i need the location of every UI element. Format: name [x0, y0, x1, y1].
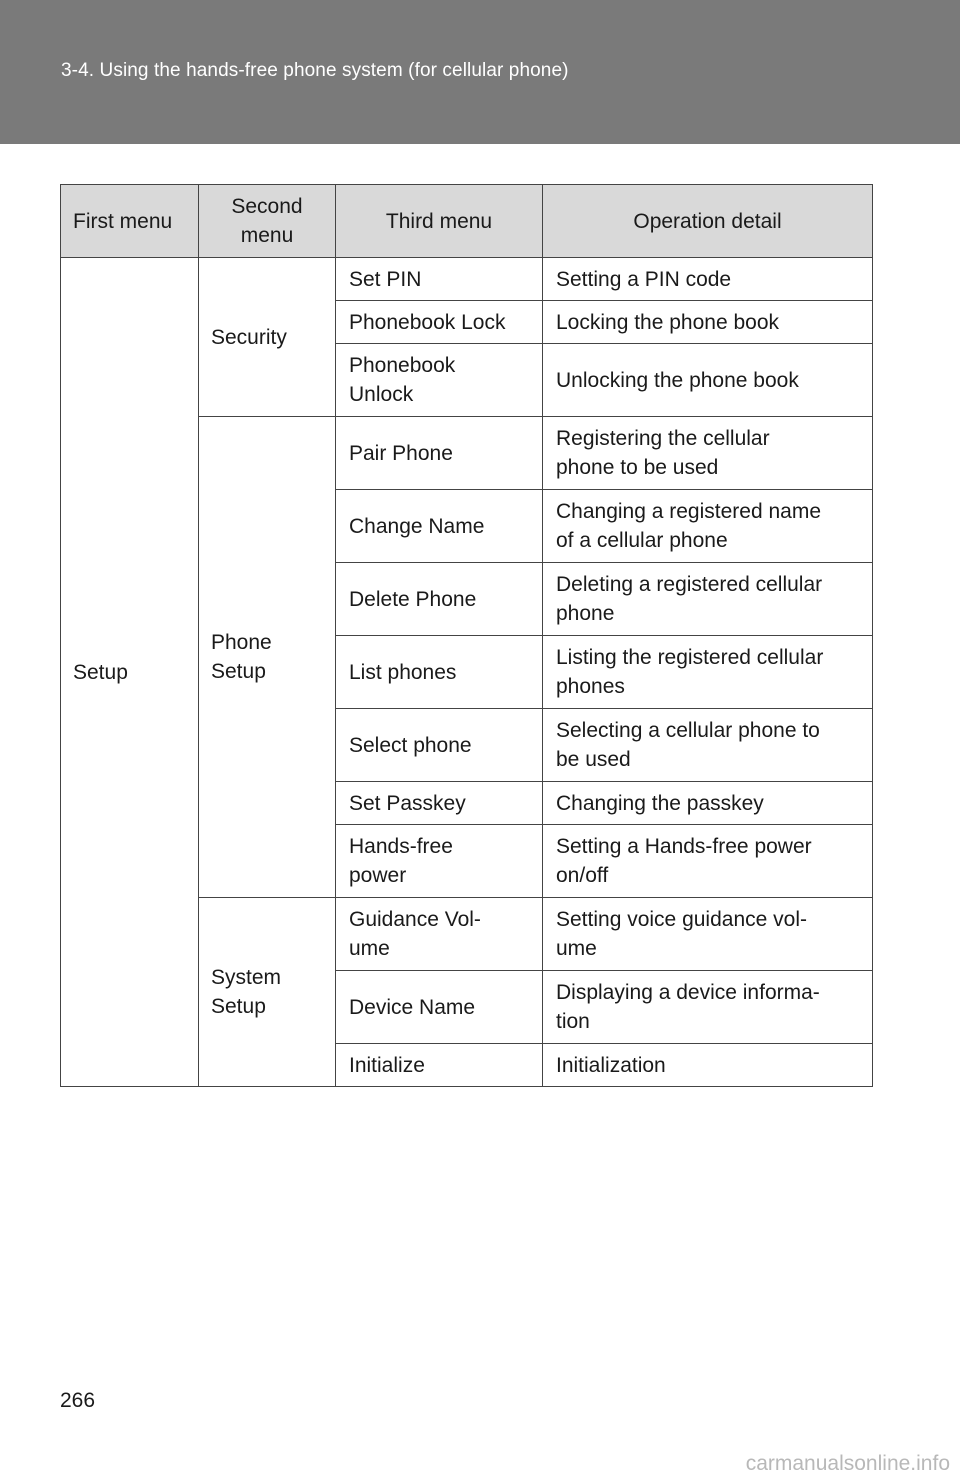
- second-menu-phone-setup: [199, 417, 336, 898]
- third-menu-cell: Set PIN: [336, 258, 543, 301]
- header-third-menu: Third menu: [336, 185, 543, 258]
- third-menu-cell: [336, 825, 543, 898]
- watermark: carmanualsonline.info: [745, 1452, 950, 1475]
- detail-line: of a cellular phone: [556, 529, 728, 552]
- third-menu-cell: Initialize: [336, 1044, 543, 1087]
- detail-line: Setting a Hands-free power: [556, 835, 812, 858]
- second-menu-security: Security: [199, 258, 336, 417]
- third-menu-cell: Phonebook Lock: [336, 301, 543, 344]
- third-menu-line: Guidance Vol-: [349, 908, 481, 931]
- header-band: [0, 0, 960, 144]
- header-first-menu: First menu: [61, 185, 199, 258]
- third-menu-line: ume: [349, 937, 390, 960]
- third-menu-cell: Change Name: [336, 490, 543, 563]
- detail-line: phones: [556, 675, 625, 698]
- third-menu-line: Unlock: [349, 383, 414, 406]
- section-title: 3-4. Using the hands-free phone system (for cellular phone): [61, 60, 569, 81]
- header-second-line2: menu: [240, 224, 294, 247]
- detail-line: phone to be used: [556, 456, 719, 479]
- detail-line: Displaying a device informa-: [556, 981, 820, 1004]
- detail-line: phone: [556, 602, 615, 625]
- page-number: 266: [60, 1389, 96, 1412]
- detail-cell: [543, 490, 873, 563]
- header-second-line1: Second: [231, 195, 303, 218]
- detail-line: on/off: [556, 864, 609, 887]
- detail-cell: Changing the passkey: [543, 782, 873, 825]
- detail-line: be used: [556, 748, 631, 771]
- menu-table: [60, 184, 873, 1087]
- first-menu-setup: Setup: [61, 258, 199, 1087]
- detail-cell: [543, 709, 873, 782]
- third-menu-line: Phonebook: [349, 354, 456, 377]
- detail-line: Selecting a cellular phone to: [556, 719, 820, 742]
- detail-line: Deleting a registered cellular: [556, 573, 823, 596]
- third-menu-cell: List phones: [336, 636, 543, 709]
- third-menu-cell: Device Name: [336, 971, 543, 1044]
- third-menu-cell: Set Passkey: [336, 782, 543, 825]
- third-menu-line: power: [349, 864, 407, 887]
- detail-cell: [543, 636, 873, 709]
- third-menu-cell: Select phone: [336, 709, 543, 782]
- second-menu-line: Phone: [211, 631, 272, 654]
- detail-cell: [543, 971, 873, 1044]
- detail-line: ume: [556, 937, 597, 960]
- detail-cell: Unlocking the phone book: [543, 344, 873, 417]
- detail-cell: [543, 898, 873, 971]
- detail-cell: [543, 825, 873, 898]
- third-menu-cell: Pair Phone: [336, 417, 543, 490]
- detail-line: tion: [556, 1010, 590, 1033]
- header-row: [61, 185, 873, 258]
- second-menu-line: System: [211, 966, 282, 989]
- detail-cell: Initialization: [543, 1044, 873, 1087]
- detail-line: Listing the registered cellular: [556, 646, 824, 669]
- detail-line: Setting voice guidance vol-: [556, 908, 807, 931]
- second-menu-system-setup: [199, 898, 336, 1087]
- third-menu-cell: Delete Phone: [336, 563, 543, 636]
- detail-line: Changing a registered name: [556, 500, 822, 523]
- detail-cell: Setting a PIN code: [543, 258, 873, 301]
- second-menu-line: Setup: [211, 660, 266, 683]
- detail-cell: [543, 417, 873, 490]
- header-second-menu: [199, 185, 336, 258]
- detail-cell: [543, 563, 873, 636]
- third-menu-cell: [336, 344, 543, 417]
- third-menu-cell: [336, 898, 543, 971]
- third-menu-line: Hands-free: [349, 835, 453, 858]
- second-menu-line: Setup: [211, 995, 266, 1018]
- table-row: [61, 258, 873, 301]
- detail-cell: Locking the phone book: [543, 301, 873, 344]
- header-operation-detail: Operation detail: [543, 185, 873, 258]
- detail-line: Registering the cellular: [556, 427, 770, 450]
